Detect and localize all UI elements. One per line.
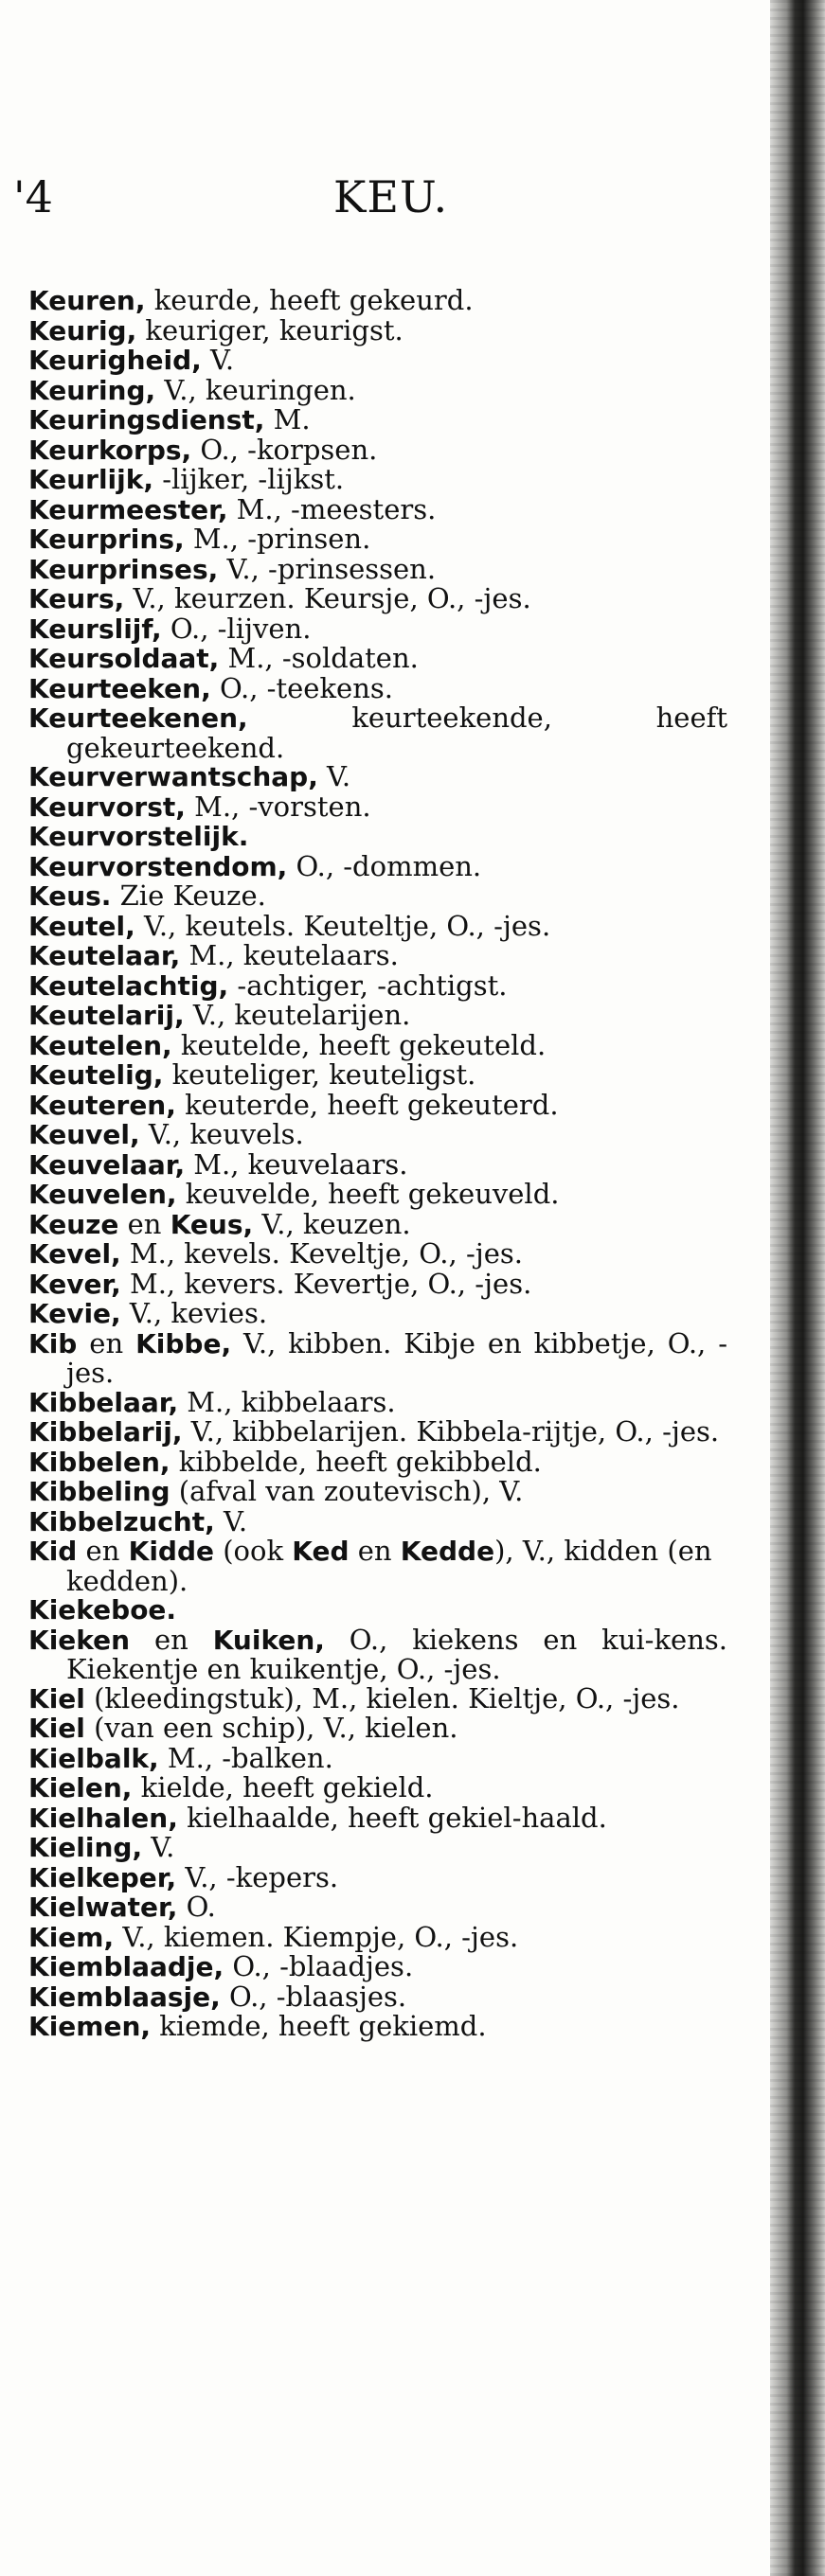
entry-text: en <box>77 1535 129 1567</box>
entry-text: en <box>118 1207 170 1240</box>
dictionary-entry <box>28 1714 727 1744</box>
dictionary-entry <box>28 1207 727 1240</box>
dictionary-entry <box>28 881 727 912</box>
entry-headword: Kielkeper, <box>28 1861 177 1893</box>
entry-text: M., -balken. <box>158 1741 333 1774</box>
entry-headword: Kiekeboe. <box>28 1594 177 1626</box>
dictionary-entry <box>28 762 727 792</box>
entry-text: O., -blaadjes. <box>224 1950 414 1982</box>
dictionary-entry <box>28 313 727 346</box>
dictionary-entry <box>28 1504 727 1537</box>
entry-headword: Kibbelzucht, <box>28 1505 215 1537</box>
dictionary-entry <box>28 1147 727 1181</box>
entry-headword: Kibbelaar, <box>28 1386 179 1418</box>
dictionary-entry <box>28 1982 727 2013</box>
dictionary-entry <box>28 492 727 525</box>
entry-headword: Kielwater, <box>28 1892 178 1923</box>
dictionary-entry <box>28 1445 727 1478</box>
entry-text: M., -soldaten. <box>219 642 419 674</box>
dictionary-entry <box>28 1681 727 1714</box>
entry-headword: Keurmeester, <box>28 493 228 525</box>
dictionary-entry <box>28 373 727 406</box>
entry-text: O., -korpsen. <box>191 433 378 466</box>
entry-headword: Keurvorstendom, <box>28 850 288 882</box>
dictionary-entry <box>28 1180 727 1210</box>
entry-text: M., kibbelaars. <box>178 1385 396 1418</box>
entry-headword: Keuteren, <box>28 1089 176 1121</box>
entry-text: keuvelde, heeft gekeuveld. <box>176 1178 560 1210</box>
entry-text: keuteliger, keuteligst. <box>163 1058 476 1091</box>
entry-headword: Keurvorstelijk. <box>28 821 249 852</box>
entry-text: V., kevies. <box>120 1297 268 1329</box>
entry-text: V., keuvels. <box>139 1118 304 1150</box>
entry-headword: Keurprins, <box>28 524 185 555</box>
entry-text: ), V., kidden (en kedden). <box>66 1535 712 1597</box>
entry-headword: Keursoldaat, <box>28 643 220 674</box>
dictionary-entry <box>28 614 727 645</box>
entry-headword: Keurig, <box>28 314 137 346</box>
dictionary-entry <box>28 1833 727 1863</box>
entry-text: V., keutelarijen. <box>184 999 411 1031</box>
entry-headword: Kiel <box>28 1713 85 1744</box>
entry-headword: Kielen, <box>28 1772 133 1803</box>
entry-headword: Keurs, <box>28 583 125 614</box>
entry-headword: Keuvelaar, <box>28 1148 186 1181</box>
entry-headword: Kielbalk, <box>28 1742 159 1774</box>
dictionary-entry <box>28 909 727 942</box>
entry-headword: Keurigheid, <box>28 345 202 376</box>
entry-headword: Kib <box>28 1327 78 1359</box>
dictionary-entry <box>28 1239 727 1270</box>
entry-headword: Ked <box>292 1536 350 1567</box>
entry-headword: Keutelig, <box>28 1059 164 1091</box>
dictionary-entry <box>28 1477 727 1507</box>
entry-text: V., keuzen. <box>253 1207 411 1240</box>
dictionary-entry <box>28 792 727 823</box>
entry-text: V., -prinsessen. <box>218 552 437 585</box>
entry-text: M., keutelaars. <box>180 939 399 971</box>
dictionary-entry <box>28 1385 727 1418</box>
entry-text: Zie Keuze. <box>111 879 266 912</box>
entry-headword: Keurprinses, <box>28 553 219 585</box>
dictionary-entry <box>28 1920 727 1953</box>
dictionary-entry <box>28 584 727 614</box>
entry-text: -achtiger, -achtigst. <box>228 968 508 1002</box>
entry-text: V., keutels. Keuteltje, O., -jes. <box>135 909 551 942</box>
dictionary-entry <box>28 1299 727 1329</box>
dictionary-entry <box>28 1028 727 1061</box>
entry-text: V. <box>201 344 235 376</box>
entry-text: M. <box>264 403 311 435</box>
dictionary-entry <box>28 941 727 971</box>
entry-text: (van een schip), V., kielen. <box>84 1712 458 1744</box>
dictionary-entry <box>28 1803 727 1834</box>
page-header <box>0 169 770 225</box>
entry-text: kielde, heeft gekield. <box>132 1771 434 1803</box>
dictionary-entry <box>28 1773 727 1803</box>
dictionary-entry <box>28 346 727 376</box>
entry-headword: Kibbe, <box>135 1327 232 1359</box>
entry-headword: Keurvorst, <box>28 791 186 823</box>
entry-headword: Keutelachtig, <box>28 969 229 1002</box>
entry-text: kiemde, heeft gekiemd. <box>151 2010 487 2042</box>
entry-text: keurteekende, heeft gekeurteekend. <box>66 702 727 764</box>
entry-headword: Kiemblaadje, <box>28 1951 224 1982</box>
dictionary-entry <box>28 286 727 316</box>
dictionary-entry <box>28 2012 727 2042</box>
dictionary-entry-list <box>28 286 727 2042</box>
entry-text: V., keurzen. Keursje, O., -jes. <box>124 582 531 614</box>
entry-headword: Keurverwantschap, <box>28 761 318 792</box>
entry-headword: Keurkorps, <box>28 434 192 466</box>
dictionary-entry <box>28 849 727 882</box>
dictionary-entry <box>28 703 727 762</box>
entry-text: V. <box>142 1831 175 1863</box>
entry-headword: Keuring, <box>28 374 156 406</box>
entry-text: keurde, heeft gekeurd. <box>145 284 474 316</box>
entry-headword: Kevel, <box>28 1238 121 1270</box>
entry-text: (afval van zoutevisch), V. <box>170 1475 524 1507</box>
entry-text: kibbelde, heeft gekibbeld. <box>170 1445 542 1478</box>
entry-headword: Kieken <box>28 1624 131 1656</box>
entry-text: O., -dommen. <box>287 849 482 882</box>
entry-text: V., keuringen. <box>155 373 356 406</box>
dictionary-entry <box>28 968 727 1002</box>
dictionary-entry <box>28 524 727 555</box>
entry-text: M., -vorsten. <box>185 790 371 823</box>
running-head: KEU. <box>333 171 449 222</box>
dictionary-entry <box>28 1120 727 1150</box>
page-number: '4 <box>13 171 53 222</box>
dictionary-entry <box>28 1952 727 1982</box>
entry-headword: Kevie, <box>28 1298 121 1329</box>
entry-headword: Keus, <box>170 1208 254 1240</box>
dictionary-entry <box>28 1741 727 1774</box>
dictionary-entry <box>28 1001 727 1031</box>
entry-headword: Keutelen, <box>28 1029 172 1061</box>
dictionary-entry <box>28 822 727 852</box>
dictionary-entry <box>28 671 727 704</box>
dictionary-entry <box>28 644 727 674</box>
dictionary-entry <box>28 435 727 466</box>
entry-text: en <box>130 1623 213 1656</box>
dictionary-entry <box>28 1267 727 1300</box>
entry-headword: Keuvelen, <box>28 1179 177 1210</box>
dictionary-entry <box>28 1860 727 1893</box>
entry-text: M., -prinsen. <box>184 523 371 555</box>
dictionary-entry <box>28 1537 727 1595</box>
entry-headword: Kibbeling <box>28 1476 170 1507</box>
entry-headword: Keuze <box>28 1208 119 1240</box>
entry-text: O., -lijven. <box>161 612 312 645</box>
entry-text: O. <box>177 1891 216 1923</box>
entry-text: M., kevers. Kevertje, O., -jes. <box>120 1267 532 1300</box>
entry-headword: Keuren, <box>28 285 146 316</box>
dictionary-entry <box>28 1892 727 1923</box>
dictionary-entry <box>28 1623 727 1685</box>
entry-headword: Kiel <box>28 1682 85 1714</box>
entry-text: V. <box>317 760 351 792</box>
dictionary-entry <box>28 552 727 585</box>
entry-text: (ook <box>214 1535 293 1567</box>
entry-text: M., kevels. Keveltje, O., -jes. <box>120 1237 524 1270</box>
dictionary-entry <box>28 1595 727 1626</box>
entry-headword: Kibbelen, <box>28 1446 170 1478</box>
entry-text: V., kiemen. Kiempje, O., -jes. <box>114 1920 519 1953</box>
entry-text: M., keuvelaars. <box>185 1147 408 1181</box>
entry-headword: Kever, <box>28 1268 121 1300</box>
entry-text: kielhaalde, heeft gekiel-haald. <box>177 1801 607 1834</box>
entry-headword: Keurlijk, <box>28 464 153 495</box>
entry-text: V., -kepers. <box>176 1860 339 1893</box>
entry-headword: Keutelaar, <box>28 940 181 971</box>
entry-headword: Keurslijf, <box>28 613 162 645</box>
entry-headword: Keuringsdienst, <box>28 404 265 435</box>
book-spine-edge <box>770 0 825 2576</box>
entry-headword: Keutel, <box>28 910 135 942</box>
dictionary-entry <box>28 1326 728 1389</box>
entry-headword: Kielhalen, <box>28 1802 178 1834</box>
entry-text: O., kiekens en kui-kens. Kiekentje en kuikentje, O., -jes. <box>66 1623 727 1685</box>
entry-text: keuterde, heeft gekeuterd. <box>175 1088 559 1121</box>
entry-text: en <box>77 1326 136 1359</box>
entry-text: M., -meesters. <box>227 492 437 525</box>
entry-headword: Kiemblaasje, <box>28 1981 221 2013</box>
dictionary-entry <box>28 1088 727 1121</box>
entry-headword: Kidde <box>128 1536 214 1567</box>
entry-text: (kleedingstuk), M., kielen. Kieltje, O., -jes. <box>84 1681 680 1714</box>
dictionary-entry <box>28 1417 727 1448</box>
entry-headword: Kiem, <box>28 1921 115 1953</box>
entry-text: O., -teekens. <box>210 671 393 704</box>
entry-text: -lijker, -lijkst. <box>153 463 345 495</box>
entry-headword: Kiemen, <box>28 2011 152 2042</box>
entry-headword: Kid <box>28 1536 78 1567</box>
entry-text: V., kibbelarijen. Kibbela-rijtje, O., -jes. <box>182 1415 720 1448</box>
entry-text: keuriger, keurigst. <box>136 313 404 346</box>
entry-headword: Kedde <box>400 1536 495 1567</box>
entry-text: V. <box>214 1504 248 1537</box>
entry-headword: Kieling, <box>28 1832 143 1863</box>
entry-text: keutelde, heeft gekeuteld. <box>171 1028 547 1061</box>
entry-headword: Keurteeken, <box>28 672 211 704</box>
entry-text: O., -blaasjes. <box>220 1980 407 2013</box>
entry-headword: Keus. <box>28 880 112 912</box>
entry-headword: Keurteekenen, <box>28 702 248 734</box>
dictionary-entry <box>28 405 727 435</box>
entry-text: V., kibben. Kibje en kibbetje, O., -jes. <box>66 1326 728 1389</box>
dictionary-entry <box>28 1060 727 1091</box>
entry-headword: Keutelarij, <box>28 1000 185 1031</box>
dictionary-entry <box>28 465 727 495</box>
entry-headword: Kuiken, <box>212 1624 325 1656</box>
entry-text: en <box>349 1535 401 1567</box>
entry-headword: Keuvel, <box>28 1119 140 1150</box>
entry-headword: Kibbelarij, <box>28 1416 183 1448</box>
